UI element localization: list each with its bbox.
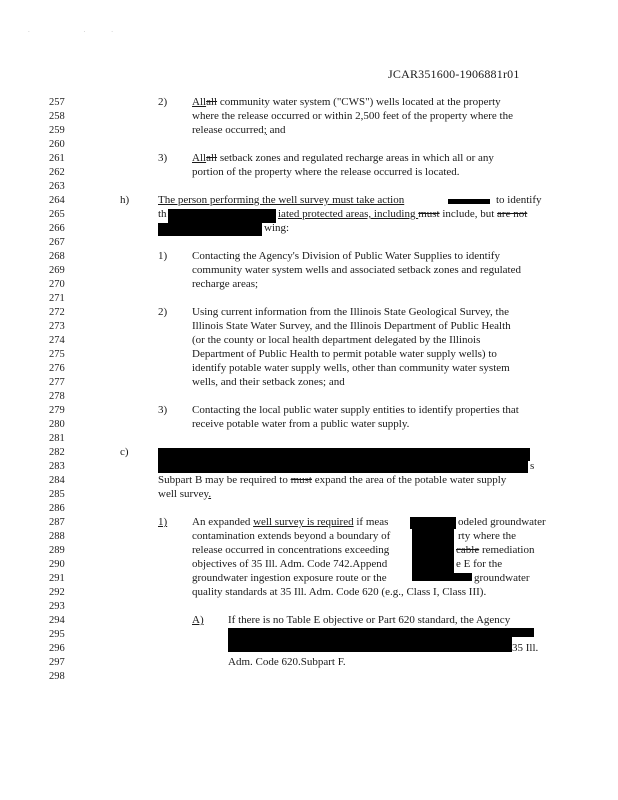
text-line-262: portion of the property where the release occurred is located. [192,166,460,178]
text-line-283-end: s [530,460,535,472]
text-line-268: Contacting the Agency's Division of Public Water Supplies to identify [192,250,500,262]
text-line-273: Illinois State Water Survey, and the Illinois Department of Public Health [192,320,511,332]
line-number: 262 [49,167,65,178]
line-number: 266 [49,223,65,234]
line-number: 264 [49,195,65,206]
redaction-bar [158,461,528,473]
line-number: 290 [49,559,65,570]
line-number: 270 [49,279,65,290]
text-line-287-end: odeled groundwater [458,516,546,528]
text-line-279: Contacting the local public water supply entities to identify properties that [192,404,519,416]
line-number: 269 [49,265,65,276]
item-marker: A) [192,614,204,626]
text-line-284: Subpart B may be required to must expand the area of the potable water supply [158,474,507,486]
item-marker: 2) [158,306,168,318]
line-number: 263 [49,181,65,192]
text-line-290: objectives of 35 Ill. Adm. Code 742.Append [192,558,388,570]
line-number: 279 [49,405,65,416]
redaction-bar [158,223,262,236]
text-line-270: recharge areas; [192,278,259,290]
document-id: JCAR351600-1906881r01 [388,67,520,81]
line-number: 287 [49,517,65,528]
text-line-272: Using current information from the Illinois State Geological Survey, the [192,306,509,318]
section-marker-c: c) [120,446,129,458]
item-marker: 3) [158,152,168,164]
line-number: 297 [49,657,65,668]
line-number: 280 [49,419,65,430]
redaction-bar [228,637,512,652]
line-number: 268 [49,251,65,262]
line-number: 292 [49,587,65,598]
line-number: 258 [49,111,65,122]
line-number: 291 [49,573,65,584]
text-line-274: (or the county or local health department delegated by the Illinois [192,334,481,346]
text-line-289-end: cable remediation [456,544,535,556]
line-number: 295 [49,629,65,640]
text-line-290-end: e E for the [456,558,503,570]
text-line-264: The person performing the well survey must take action [158,194,405,206]
line-number: 286 [49,503,65,514]
text-line-296-end: 35 Ill. [512,642,539,654]
line-number: 277 [49,377,65,388]
line-number: 272 [49,307,65,318]
line-number: 267 [49,237,65,248]
text-line-287: An expanded well survey is required if meas [192,516,389,528]
text-line-265: iated protected areas, including must include, but are not [278,208,528,220]
text-line-259: release occurred; and [192,124,286,136]
item-marker: 3) [158,404,168,416]
line-number: 283 [49,461,65,472]
text-line-297: Adm. Code 620.Subpart F. [228,656,346,668]
line-number: 289 [49,545,65,556]
line-number: 271 [49,293,65,304]
text-line-277: wells, and their setback zones; and [192,376,345,388]
line-number: 278 [49,391,65,402]
text-line-288-end: rty where the [458,530,517,542]
text-line-258: where the release occurred or within 2,500 feet of the property where the [192,110,513,122]
redaction-bar [228,628,534,637]
redaction-bar [168,209,276,223]
text-line-291-end: groundwater [474,572,530,584]
item-marker: 1) [158,516,168,528]
text-line-285: well survey. [158,488,212,500]
redaction-bar [158,448,530,461]
item-marker: 1) [158,250,168,262]
text-line-280: receive potable water from a public water supply. [192,418,410,430]
line-number: 294 [49,615,65,626]
line-number: 260 [49,139,65,150]
text-line-294: If there is no Table E objective or Part 620 standard, the Agency [228,614,511,626]
line-number: 288 [49,531,65,542]
text-line-288: contamination extends beyond a boundary of [192,530,391,542]
text-line-261: Allall setback zones and regulated recharge areas in which all or any [192,152,494,164]
line-number: 259 [49,125,65,136]
line-number: 275 [49,349,65,360]
text-line-276: identify potable water supply wells, other than community water system [192,362,510,374]
redaction-bar [412,573,472,581]
text-line-265-start: th [158,208,167,220]
line-number: 265 [49,209,65,220]
text-line-291: groundwater ingestion exposure route or the [192,572,387,584]
scan-specks: . .. [28,26,139,34]
line-number: 274 [49,335,65,346]
text-line-264-end: to identify [496,194,542,206]
line-number: 257 [49,97,65,108]
line-number: 298 [49,671,65,682]
text-line-275: Department of Public Health to permit potable water supply wells) to [192,348,497,360]
line-number: 261 [49,153,65,164]
line-number: 296 [49,643,65,654]
line-number: 273 [49,321,65,332]
text-line-266: wing: [264,222,290,234]
text-line-292: quality standards at 35 Ill. Adm. Code 620 (e.g., Class I, Class III). [192,586,487,598]
line-number: 285 [49,489,65,500]
line-number: 293 [49,601,65,612]
line-number: 282 [49,447,65,458]
line-number: 284 [49,475,65,486]
redaction-bar [448,199,490,204]
item-marker: 2) [158,96,168,108]
text-line-257: Allall community water system ("CWS") wells located at the property [192,96,501,108]
section-marker-h: h) [120,194,130,206]
text-line-289: release occurred in concentrations exceeding [192,544,390,556]
line-number: 281 [49,433,65,444]
line-number: 276 [49,363,65,374]
text-line-269: community water system wells and associated setback zones and regulated [192,264,521,276]
